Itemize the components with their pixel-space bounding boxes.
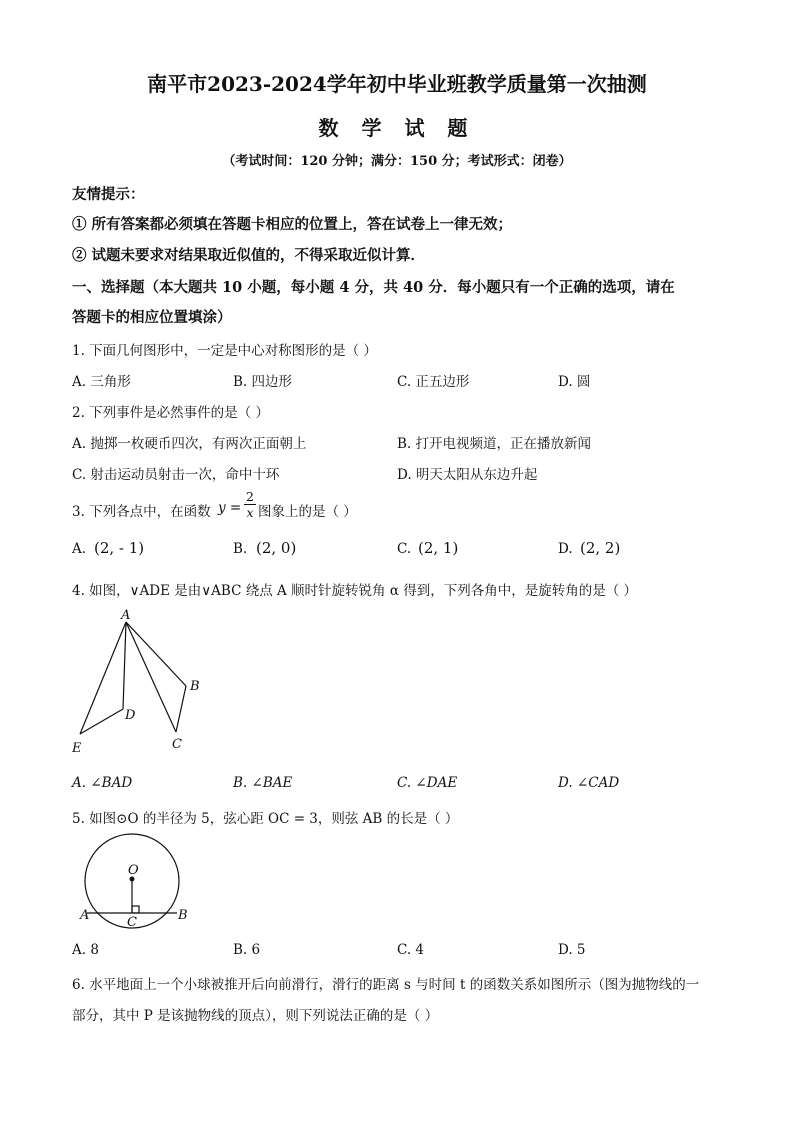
label-a: A — [80, 908, 90, 923]
question-2-option-a: A. 抛掷一枚硬币四次，有两次正面朝上 — [72, 436, 307, 452]
segment-ab — [126, 622, 186, 686]
label-c: C — [172, 737, 182, 752]
question-3-option-a-letter: A. — [72, 541, 87, 557]
segment-ad — [123, 622, 126, 709]
question-1-option-c: C. 正五边形 — [397, 374, 470, 390]
question-3-fraction — [244, 490, 256, 520]
question-6-stem-line1: 6. 水平地面上一个小球被推开后向前滑行，滑行的距离 s 与时间 t 的函数关系如图所示（图为抛物线的一 — [72, 977, 700, 993]
question-3-stem-suffix: 图象上的是（ ） — [258, 504, 357, 520]
exam-title: 南平市2023-2024学年初中毕业班教学质量第一次抽测 — [147, 72, 647, 96]
label-b: B — [190, 679, 200, 694]
label-e: E — [72, 741, 82, 756]
label-b: B — [178, 908, 188, 923]
question-2-option-c: C. 射击运动员射击一次，命中十环 — [72, 467, 280, 483]
segment-bc — [176, 686, 186, 732]
question-5-option-c: C. 4 — [397, 942, 425, 958]
question-3-option-a-value: (2, - 1) — [94, 539, 145, 557]
segment-ae — [80, 622, 126, 734]
question-5-option-a: A. 8 — [72, 942, 99, 958]
question-4-option-a: A. ∠BAD — [72, 775, 133, 791]
circle-figure — [78, 833, 188, 933]
question-3-option-c-value: (2, 1) — [418, 539, 459, 557]
question-1-option-a: A. 三角形 — [72, 374, 131, 390]
tip-item-1: ① 所有答案都必须填在答题卡相应的位置上，答在试卷上一律无效； — [72, 216, 513, 233]
question-1-option-d: D. 圆 — [558, 374, 591, 390]
question-4-option-c: C. ∠DAE — [397, 775, 458, 791]
section-heading-line2: 答题卡的相应位置填涂） — [72, 309, 232, 326]
question-4-option-b: B. ∠BAE — [233, 775, 293, 791]
question-2-option-d: D. 明天太阳从东边升起 — [397, 467, 538, 483]
question-5-option-d: D. 5 — [558, 942, 586, 958]
question-3-option-b-value: (2, 0) — [256, 539, 297, 557]
right-angle-mark — [132, 906, 139, 913]
exam-info: （考试时间：120 分钟；满分：150 分；考试形式：闭卷） — [222, 154, 572, 169]
tip-item-2: ② 试题未要求对结果取近似值的，不得采取近似计算． — [72, 247, 426, 264]
question-5-option-b: B. 6 — [233, 942, 261, 958]
question-2-option-b: B. 打开电视频道，正在播放新闻 — [397, 436, 592, 452]
label-d: D — [125, 708, 136, 723]
label-a: A — [121, 608, 131, 623]
question-4-option-d: D. ∠CAD — [558, 775, 620, 791]
question-3-func-lhs: y = — [218, 500, 242, 516]
question-6-stem-line2: 部分，其中 P 是该抛物线的顶点），则下列说法正确的是（ ） — [72, 1008, 439, 1024]
question-3-fraction-numerator: 2 — [244, 490, 256, 505]
exam-subtitle: 数 学 试 题 — [318, 116, 476, 140]
question-3-option-d-letter: D. — [558, 541, 573, 557]
label-c: C — [127, 915, 137, 930]
question-2-stem: 2. 下列事件是必然事件的是（ ） — [72, 405, 269, 421]
question-3-stem-prefix: 3. 下列各点中，在函数 — [72, 504, 211, 520]
rotation-figure — [68, 606, 228, 766]
label-o: O — [128, 863, 139, 878]
segment-ed — [80, 709, 123, 734]
question-3-option-c-letter: C. — [397, 541, 412, 557]
question-1-stem: 1. 下面几何图形中，一定是中心对称图形的是（ ） — [72, 343, 377, 359]
tips-heading: 友情提示： — [72, 186, 145, 203]
question-4-stem: 4. 如图，∨ADE 是由∨ABC 绕点 A 顺时针旋转锐角 α 得到，下列各角中，是旋转角的是（ ） — [72, 583, 638, 599]
question-3-option-d-value: (2, 2) — [580, 539, 621, 557]
question-1-option-b: B. 四边形 — [233, 374, 293, 390]
question-5-stem: 5. 如图⊙O 的半径为 5，弦心距 OC = 3，则弦 AB 的长是（ ） — [72, 811, 459, 827]
question-3-fraction-denominator: x — [246, 505, 254, 520]
section-heading-line1: 一、选择题（本大题共 10 小题，每小题 4 分，共 40 分．每小题只有一个正确的选项，请在 — [72, 279, 675, 296]
question-3-option-b-letter: B. — [233, 541, 248, 557]
